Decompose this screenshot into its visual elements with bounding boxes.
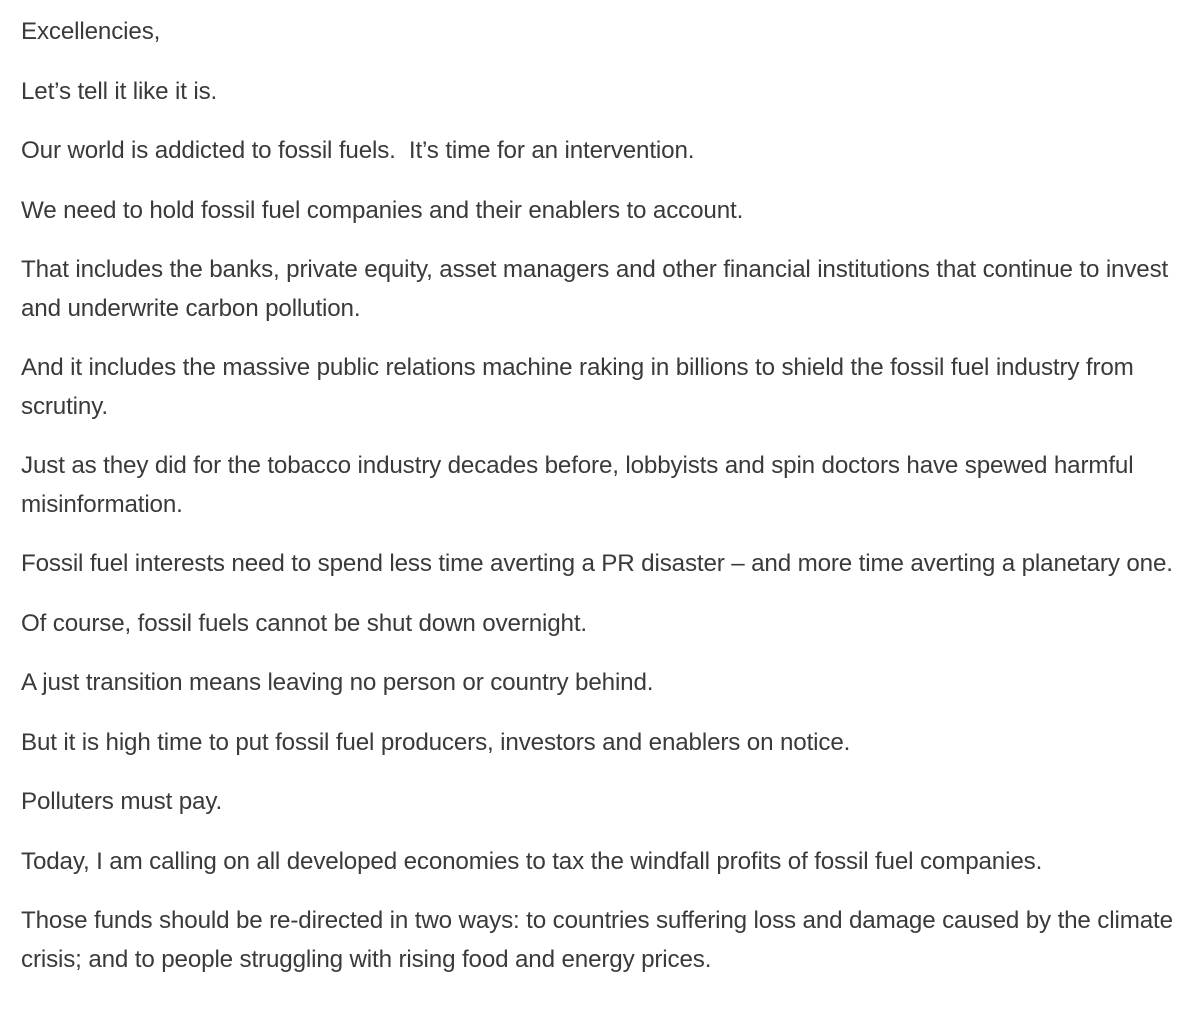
paragraph-pr-disaster: Fossil fuel interests need to spend less time averting a PR disaster – and more time averting a planetary one. — [21, 550, 1173, 577]
paragraph-windfall-tax: Today, I am calling on all developed economies to tax the windfall profits of fossil fuel companies. — [21, 847, 1043, 875]
paragraph-tobacco: Just as they did for the tobacco industry decades before, lobbyists and spin doctors have spewed harmful misinformation. — [21, 452, 1134, 518]
paragraph-on-notice: But it is high time to put fossil fuel producers, investors and enablers on notice. — [21, 728, 851, 756]
paragraph-salutation: Excellencies, — [21, 18, 161, 45]
paragraph-redirect-funds: Those funds should be re-directed in two ways: to countries suffering loss and damage caused by the climate crisis; and to people struggling with rising food and energy prices. — [21, 907, 1173, 973]
paragraph-addicted: Our world is addicted to fossil fuels. It’s time for an intervention. — [21, 137, 695, 164]
paragraph-public-relations: And it includes the massive public relations machine raking in billions to shield the fossil fuel industry from scrutiny. — [21, 354, 1134, 420]
paragraph-not-overnight: Of course, fossil fuels cannot be shut down overnight. — [21, 609, 587, 637]
paragraph-hold-to-account: We need to hold fossil fuel companies and their enablers to account. — [21, 196, 744, 224]
paragraph-polluters-pay: Polluters must pay. — [21, 788, 223, 815]
paragraph-just-transition: A just transition means leaving no person or country behind. — [21, 669, 654, 696]
paragraph-tell-it: Let’s tell it like it is. — [21, 77, 218, 105]
paragraph-financial-institutions: That includes the banks, private equity, asset managers and other financial institutions that continue to invest and underwrite carbon pollution. — [21, 256, 1169, 322]
